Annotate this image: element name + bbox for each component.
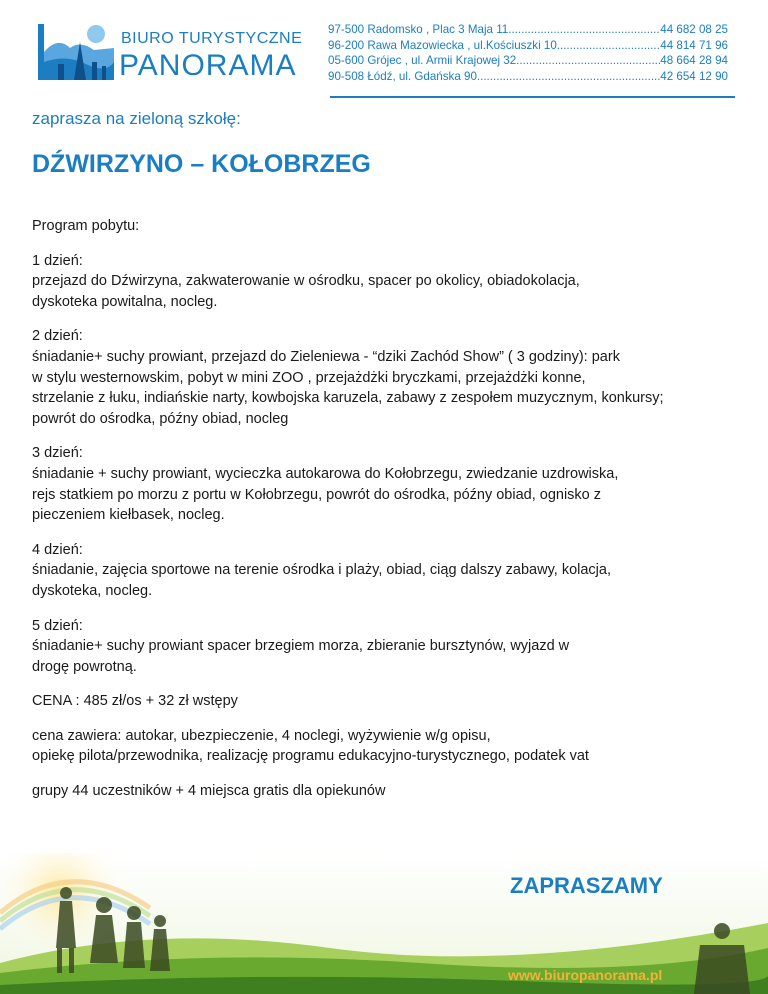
price-includes: cena zawiera: autokar, ubezpieczenie, 4 noclegi, wyżywienie w/g opisu, opiekę pilota/przewodnika, realizację programu edukacyjno-turystycznego, podatek vat [32, 727, 589, 765]
program-day-1: 1 dzień: przejazd do Dźwirzyna, zakwaterowanie w ośrodku, spacer po okolicy, obiadokolacja, dyskoteka powitalna, nocleg. [32, 252, 580, 310]
address-text: 96-200 Rawa Mazowiecka , ul.Kościuszki 10 [328, 38, 557, 52]
invite-text: zaprasza na zieloną szkołę: [32, 109, 241, 128]
slogan: ZAPRASZAMY [510, 873, 663, 898]
address-phone: 44 682 08 25 [660, 23, 728, 36]
address-list [328, 22, 728, 84]
website-link[interactable]: www.biuropanorama.pl [508, 967, 663, 983]
address-phone: 48 664 28 94 [660, 54, 728, 68]
program-day-5: 5 dzień: śniadanie+ suchy prowiant spacer brzegiem morza, zbieranie bursztynów, wyjazd w drogę powrotną. [32, 617, 570, 675]
address-phone: 42 654 12 90 [660, 69, 728, 83]
page-title: DŹWIRZYNO – KOŁOBRZEG [32, 150, 371, 178]
address-phone: 44 814 71 96 [660, 38, 728, 52]
brand-top-text: BIURO TURYSTYCZNE [121, 30, 303, 47]
program-day-3: 3 dzień: śniadanie + suchy prowiant, wycieczka autokarowa do Kołobrzegu, zwiedzanie uzdrowiska, rejs statkiem po morzu z portu w Kołobrzegu, powrót do ośrodka, późny obiad, ognisko z pieczeniem kiełbasek, nocleg. [32, 445, 619, 524]
address-line [328, 69, 728, 85]
address-text: 05-600 Grójec , ul. Armii Krajowej 32 [328, 54, 517, 68]
program-day-4: 4 dzień: śniadanie, zajęcia sportowe na terenie ośrodka i plaży, obiad, ciąg dalszy zabawy, kolacja, dyskoteka, nocleg. [32, 541, 611, 599]
group-info: grupy 44 uczestników + 4 miejsca gratis dla opiekunów [32, 783, 386, 800]
brand-name: PANORAMA [119, 49, 297, 82]
program-day-2: 2 dzień: śniadanie+ suchy prowiant, przejazd do Zieleniewa - “dziki Zachód Show” ( 3 godziny): park w stylu westernowskim, pobyt w mini ZOO , przejażdżki bryczkami, przejażdżki konne, strzelanie z łuku, indiańskie narty, kowbojska karuzela, zabawy z zespołem muzycznym, konkursy; powrót do ośrodka, późny obiad, nocleg [32, 328, 664, 427]
address-line [328, 22, 728, 38]
panorama-logo-icon [36, 18, 116, 82]
header-divider [330, 96, 735, 98]
address-line [328, 38, 728, 54]
program-content [32, 216, 752, 816]
address-text: 90-508 Łódź, ul. Gdańska 90 [328, 69, 477, 83]
header [0, 0, 768, 100]
address-text: 97-500 Radomsko , Plac 3 Maja 11 [328, 23, 509, 36]
program-heading: Program pobytu: [32, 218, 140, 234]
price-line: CENA : 485 zł/os + 32 zł wstępy [32, 693, 238, 710]
address-line [328, 53, 728, 69]
